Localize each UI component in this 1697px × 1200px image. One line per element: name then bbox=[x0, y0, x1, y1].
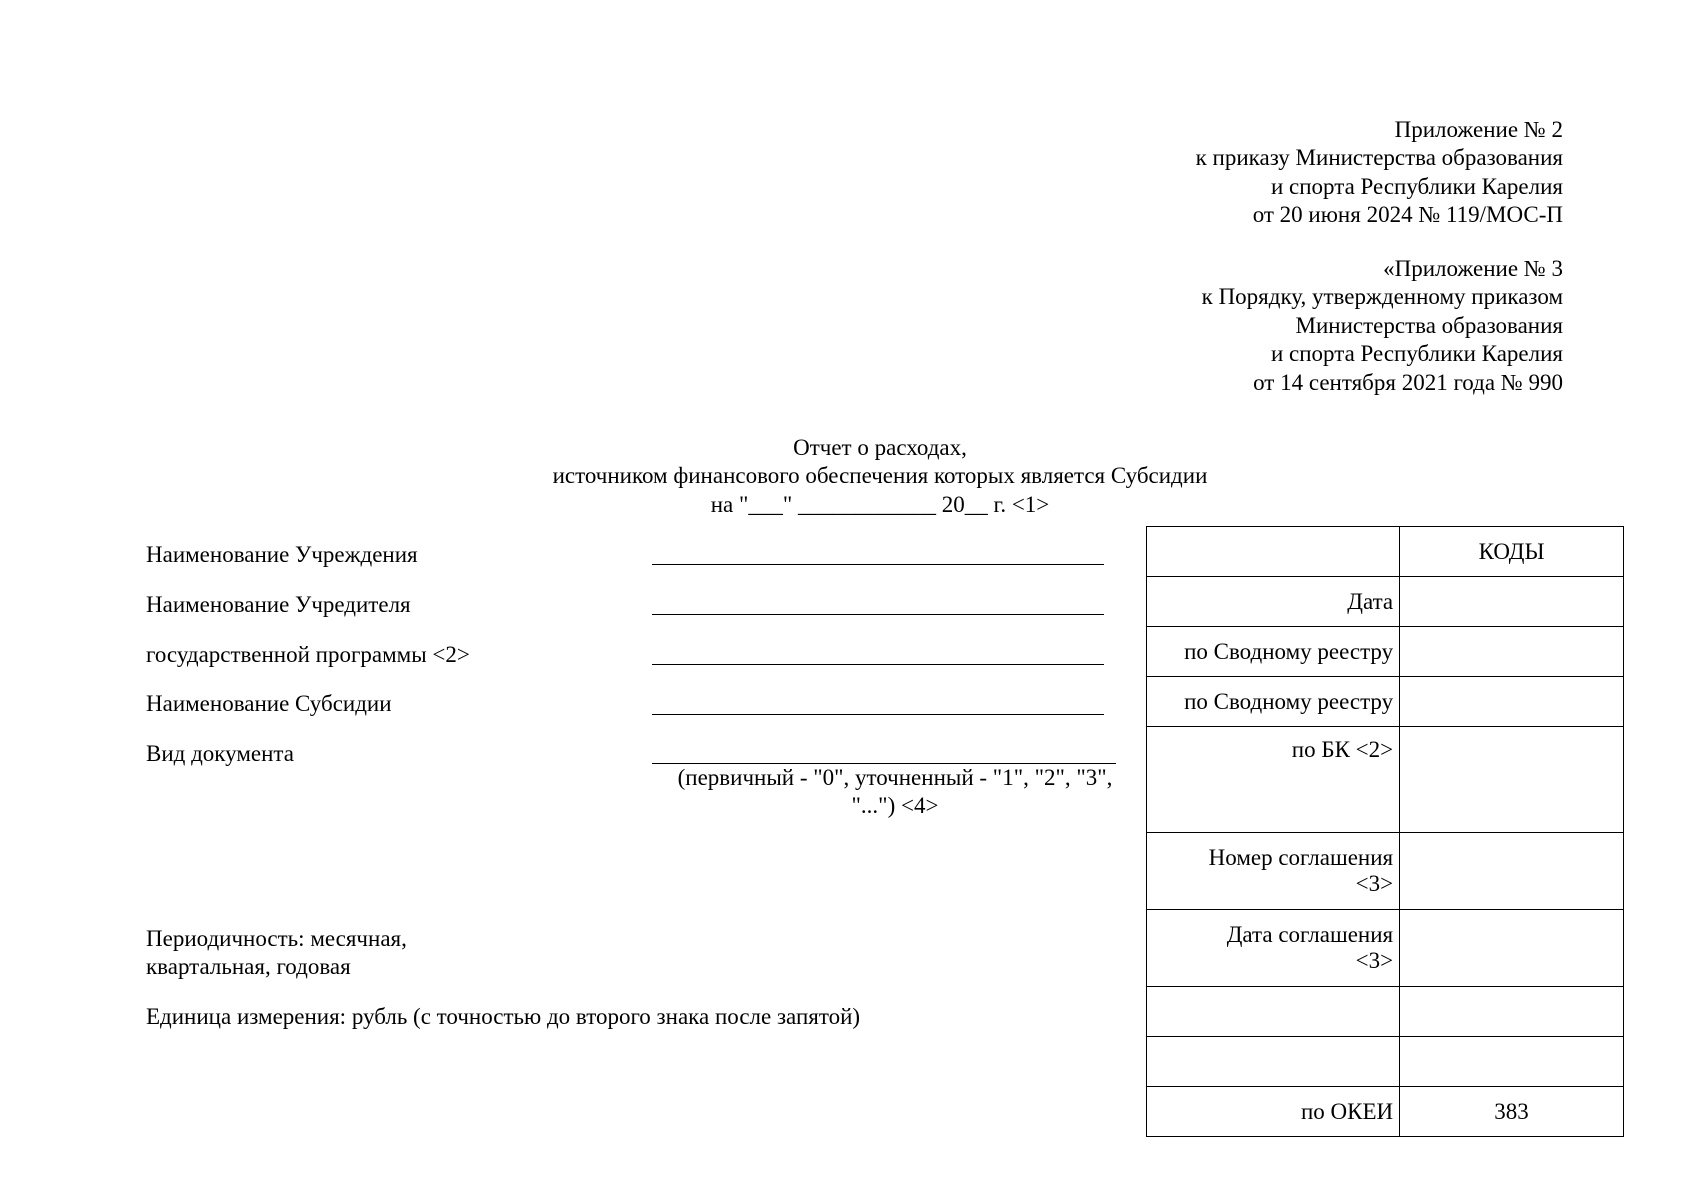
title-line-1: Отчет о расходах, bbox=[793, 435, 967, 460]
subsidy-input-line[interactable] bbox=[652, 714, 1104, 715]
doc-type-hint-line-1: (первичный - "0", уточненный - "1", "2", "3", bbox=[677, 765, 1113, 790]
program-input-line[interactable] bbox=[652, 664, 1104, 665]
codes-header: КОДЫ bbox=[1400, 527, 1624, 577]
row-value-empty-1[interactable] bbox=[1400, 987, 1624, 1037]
agreement-date-line-1: Дата соглашения bbox=[1226, 922, 1394, 947]
field-label-founder: Наименование Учредителя bbox=[146, 592, 411, 617]
table-row bbox=[1147, 727, 1624, 833]
row-label-bk: по БК <2> bbox=[1147, 727, 1400, 833]
periodicity-line-1: Периодичность: месячная, bbox=[146, 926, 407, 951]
row-value-registry-1[interactable] bbox=[1400, 627, 1624, 677]
report-title bbox=[530, 434, 1230, 519]
order-header bbox=[1202, 255, 1563, 397]
codes-table bbox=[1146, 526, 1624, 1137]
field-label-subsidy: Наименование Субсидии bbox=[146, 691, 392, 716]
row-label-empty-2 bbox=[1147, 1037, 1400, 1087]
order-line: от 14 сентября 2021 года № 990 bbox=[1253, 369, 1563, 395]
institution-input-line[interactable] bbox=[652, 564, 1104, 565]
field-label-program: государственной программы <2> bbox=[146, 642, 470, 667]
founder-input-line[interactable] bbox=[652, 614, 1104, 615]
row-label-empty-1 bbox=[1147, 987, 1400, 1037]
agreement-number-line-1: Номер соглашения bbox=[1208, 845, 1394, 870]
row-value-okei[interactable]: 383 bbox=[1400, 1087, 1624, 1137]
codes-header-blank bbox=[1147, 527, 1400, 577]
table-row bbox=[1147, 1037, 1624, 1087]
order-line: и спорта Республики Карелия bbox=[1270, 341, 1563, 367]
row-label-date: Дата bbox=[1147, 577, 1400, 627]
row-value-bk[interactable] bbox=[1400, 727, 1624, 833]
table-row bbox=[1147, 833, 1624, 910]
table-row bbox=[1147, 577, 1624, 627]
agreement-date-line-2: <3> bbox=[1355, 948, 1394, 973]
field-label-institution: Наименование Учреждения bbox=[146, 542, 418, 567]
row-value-agreement-date[interactable] bbox=[1400, 910, 1624, 987]
row-label-okei: по ОКЕИ bbox=[1147, 1087, 1400, 1137]
table-row bbox=[1147, 910, 1624, 987]
row-label-registry-1: по Сводному реестру bbox=[1147, 627, 1400, 677]
table-row bbox=[1147, 1087, 1624, 1137]
row-value-agreement-number[interactable] bbox=[1400, 833, 1624, 910]
appendix-header bbox=[1196, 116, 1563, 230]
order-line: Министерства образования bbox=[1295, 312, 1563, 338]
row-label-registry-2: по Сводному реестру bbox=[1147, 677, 1400, 727]
order-line: к Порядку, утвержденному приказом bbox=[1201, 284, 1563, 310]
appendix-line: к приказу Министерства образования bbox=[1195, 145, 1563, 171]
appendix-line: от 20 июня 2024 № 119/МОС-П bbox=[1252, 202, 1563, 228]
periodicity-line-2: квартальная, годовая bbox=[146, 954, 351, 979]
row-value-date[interactable] bbox=[1400, 577, 1624, 627]
table-row bbox=[1147, 627, 1624, 677]
doc-type-hint bbox=[660, 764, 1130, 820]
appendix-line: и спорта Республики Карелия bbox=[1270, 173, 1563, 199]
title-line-2: источником финансового обеспечения которых является Субсидии bbox=[552, 463, 1208, 489]
appendix-line: Приложение № 2 bbox=[1394, 117, 1563, 142]
field-label-doc-type: Вид документа bbox=[146, 741, 294, 766]
table-row bbox=[1147, 987, 1624, 1037]
table-row bbox=[1147, 677, 1624, 727]
unit-label: Единица измерения: рубль (с точностью до второго знака после запятой) bbox=[146, 1004, 861, 1029]
row-label-agreement-date bbox=[1147, 910, 1400, 987]
order-line: «Приложение № 3 bbox=[1383, 256, 1563, 281]
row-value-registry-2[interactable] bbox=[1400, 677, 1624, 727]
title-line-3: на "___" ____________ 20__ г. <1> bbox=[710, 491, 1050, 517]
row-value-empty-2[interactable] bbox=[1400, 1037, 1624, 1087]
agreement-number-line-2: <3> bbox=[1355, 871, 1394, 896]
codes-header-row bbox=[1147, 527, 1624, 577]
row-label-agreement-number bbox=[1147, 833, 1400, 910]
doc-type-hint-line-2: "...") <4> bbox=[851, 793, 939, 818]
